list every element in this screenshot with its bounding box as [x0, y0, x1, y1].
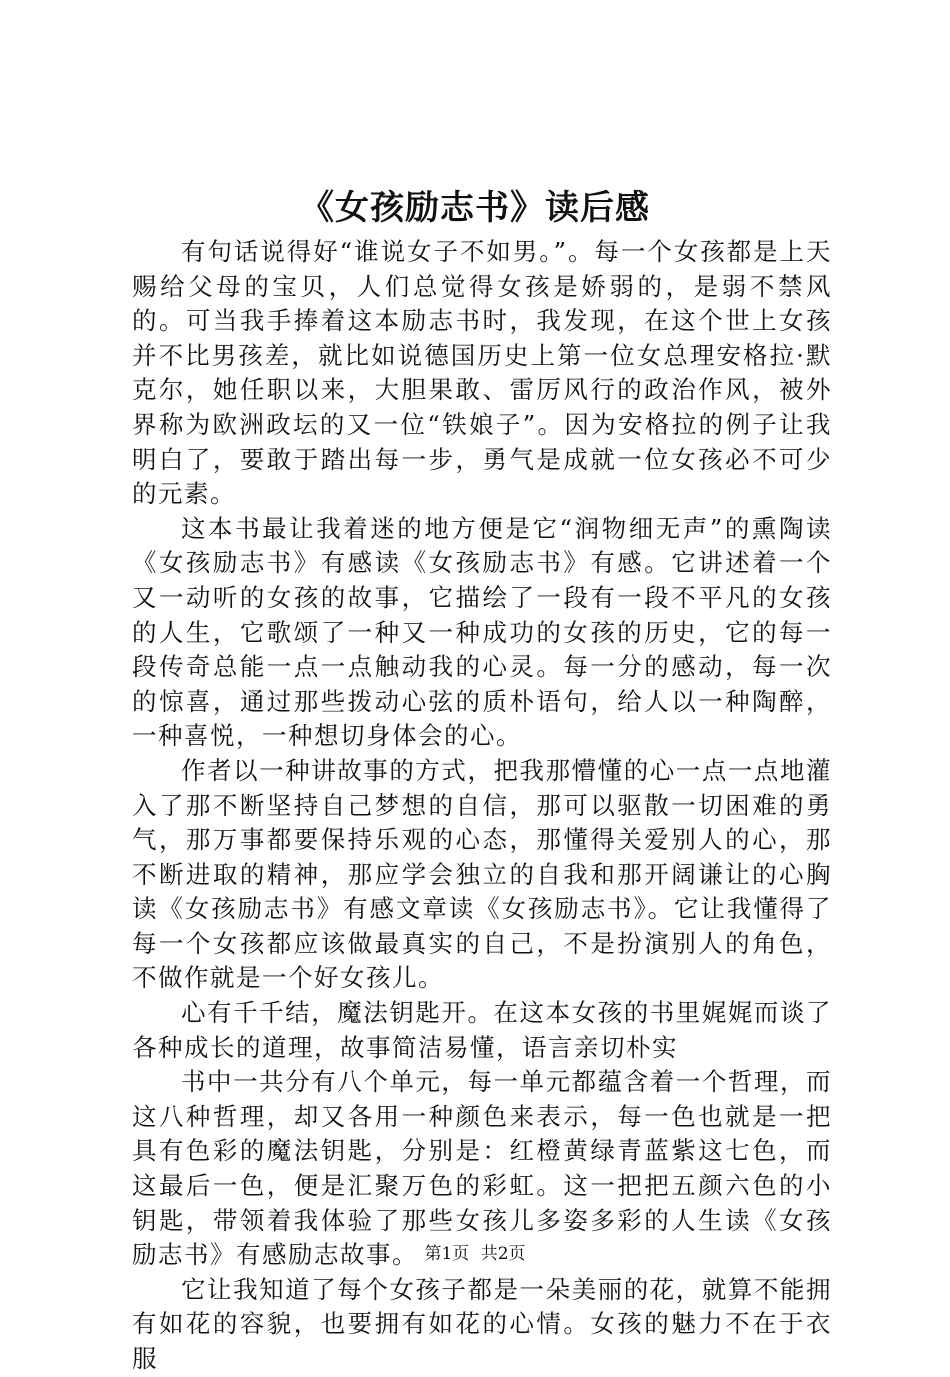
paragraph-5: 书中一共分有八个单元，每一单元都蕴含着一个哲理，而这八种哲理，却又各用一种颜色来表示，每一色也就是一把具有色彩的魔法钥匙，分别是：红橙黄绿青蓝紫这七色，而这最后一色，便是汇聚万色的彩虹。这一把把五颜六色的小钥匙，带领着我体验了那些女孩儿多姿多彩的人生读《女孩励志书》有感励志故事。 [132, 1067, 832, 1270]
page-number: 第1页 [424, 1244, 470, 1264]
paragraph-3: 作者以一种讲故事的方式，把我那懵懂的心一点一点地灌入了那不断坚持自己梦想的自信，那可以驱散一切困难的勇气，那万事都要保持乐观的心态，那懂得关爱别人的心，那不断进取的精神，那应学会独立的自我和那开阔谦让的心胸读《女孩励志书》有感文章读《女孩励志书》。它让我懂得了每一个女孩都应该做最真实的自己，不是扮演别人的角色，不做作就是一个好女孩儿。 [132, 755, 832, 993]
page-footer [0, 1242, 950, 1266]
paragraph-2: 这本书最让我着迷的地方便是它“润物细无声”的熏陶读《女孩励志书》有感读《女孩励志书》有感。它讲述着一个又一动听的女孩的故事，它描绘了一段有一段不平凡的女孩的人生，它歌颂了一种又一种成功的女孩的历史，它的每一段传奇总能一点一点触动我的心灵。每一分的感动，每一次的惊喜，通过那些拨动心弦的质朴语句，给人以一种陶醉，一种喜悦，一种想切身体会的心。 [132, 513, 832, 751]
paragraph-1: 有句话说得好“谁说女子不如男。”。每一个女孩都是上天赐给父母的宝贝，人们总觉得女孩是娇弱的，是弱不禁风的。可当我手捧着这本励志书时，我发现，在这个世上女孩并不比男孩差，就比如说德国历史上第一位女总理安格拉·默克尔，她任职以来，大胆果敢、雷厉风行的政治作风，被外界称为欧洲政坛的又一位“铁娘子”。因为安格拉的例子让我明白了，要敢于踏出每一步，勇气是成就一位女孩必不可少的元素。 [132, 237, 832, 509]
document-body [132, 235, 832, 1377]
document-title: 《女孩励志书》读后感 [300, 188, 650, 228]
page-total: 共2页 [480, 1244, 526, 1264]
paragraph-6: 它让我知道了每个女孩子都是一朵美丽的花，就算不能拥有如花的容貌，也要拥有如花的心情。女孩的魅力不在于衣服 [132, 1274, 832, 1373]
paragraph-4: 心有千千结，魔法钥匙开。在这本女孩的书里娓娓而谈了各种成长的道理，故事简洁易懂，语言亲切朴实 [132, 998, 832, 1062]
